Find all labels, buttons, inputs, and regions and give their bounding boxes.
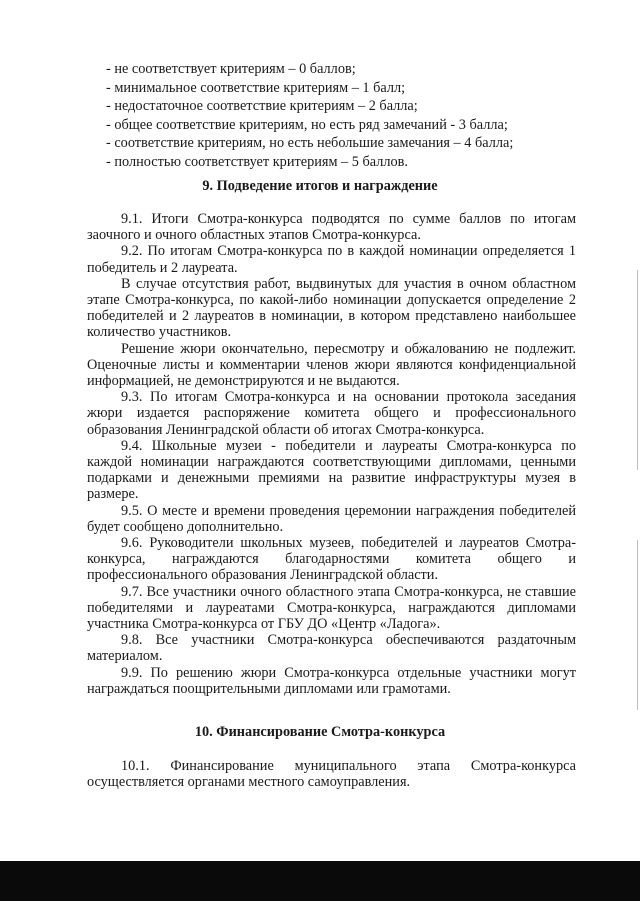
paragraph-jury-decision: Решение жюри окончательно, пересмотру и обжалованию не подлежит. Оценочные листы и комментарии членов жюри являются конфиденциальной информацией, не демонстрируются и не выдаются. (87, 340, 576, 390)
paragraph-9-9: 9.9. По решению жюри Смотра-конкурса отдельные участники могут награждаться поощрительными дипломами или грамотами. (87, 664, 576, 697)
paragraph-9-2: 9.2. По итогам Смотра-конкурса по в каждой номинации определяется 1 победитель и 2 лауреата. (87, 243, 576, 276)
list-item: - не соответствует критериям – 0 баллов; (106, 61, 356, 77)
paragraph-10-1: 10.1. Финансирование муниципального этапа Смотра-конкурса осуществляется органами местного самоуправления. (87, 758, 576, 791)
list-item: - минимальное соответствие критериям – 1 балл; (106, 79, 406, 96)
scan-bottom-border (0, 861, 640, 901)
list-item: - недостаточное соответствие критериям – 2 балла; (106, 98, 418, 115)
section-9-heading: 9. Подведение итогов и награждение (202, 178, 438, 194)
paragraph-9-7: 9.7. Все участники очного областного этапа Смотра-конкурса, не ставшие победителями и лауреатами Смотра-конкурса, награждаются дипломами участника Смотра-конкурса от ГБУ ДО «Центр «Ладога». (87, 583, 576, 633)
paragraph-9-5: 9.5. О месте и времени проведения церемонии награждения победителей будет сообщено дополнительно. (87, 502, 576, 535)
section-10-heading: 10. Финансирование Смотра-конкурса (194, 724, 446, 740)
scan-edge-mark (637, 540, 638, 710)
paragraph-9-8: 9.8. Все участники Смотра-конкурса обеспечиваются раздаточным материалом. (87, 632, 576, 665)
paragraph-9-4: 9.4. Школьные музеи - победители и лауреаты Смотра-конкурса по каждой номинации награждаются соответствующими дипломами, ценными подарками и денежными премиями на развитие инфраструктуры музея в размере. (87, 437, 576, 503)
section-9-body (87, 211, 576, 697)
scan-edge-mark (637, 270, 638, 470)
paragraph-exception: В случае отсутствия работ, выдвинутых для участия в очном областном этапе Смотра-конкурса, по какой-либо номинации допускается определение 2 победителей и 2 лауреатов в номинации, в котором представлено наибольшее количество участников. (87, 275, 576, 341)
list-item: - полностью соответствует критериям – 5 баллов. (106, 153, 408, 170)
list-item: - соответствие критериям, но есть небольшие замечания – 4 балла; (106, 135, 514, 152)
paragraph-9-1: 9.1. Итоги Смотра-конкурса подводятся по сумме баллов по итогам заочного и очного областных этапов Смотра-конкурса. (87, 211, 576, 244)
paragraph-9-3: 9.3. По итогам Смотра-конкурса и на основании протокола заседания жюри издается распоряжение комитета общего и профессионального образования Ленинградской области об итогах Смотра-конкурса. (87, 389, 576, 438)
list-item: - общее соответствие критериям, но есть ряд замечаний - 3 балла; (106, 116, 508, 133)
section-10-body (87, 758, 576, 790)
criteria-list (106, 60, 576, 172)
paragraph-9-6: 9.6. Руководители школьных музеев, победителей и лауреатов Смотра-конкурса, награждаются благодарностями комитета общего и профессионального образования Ленинградской области. (87, 535, 576, 584)
